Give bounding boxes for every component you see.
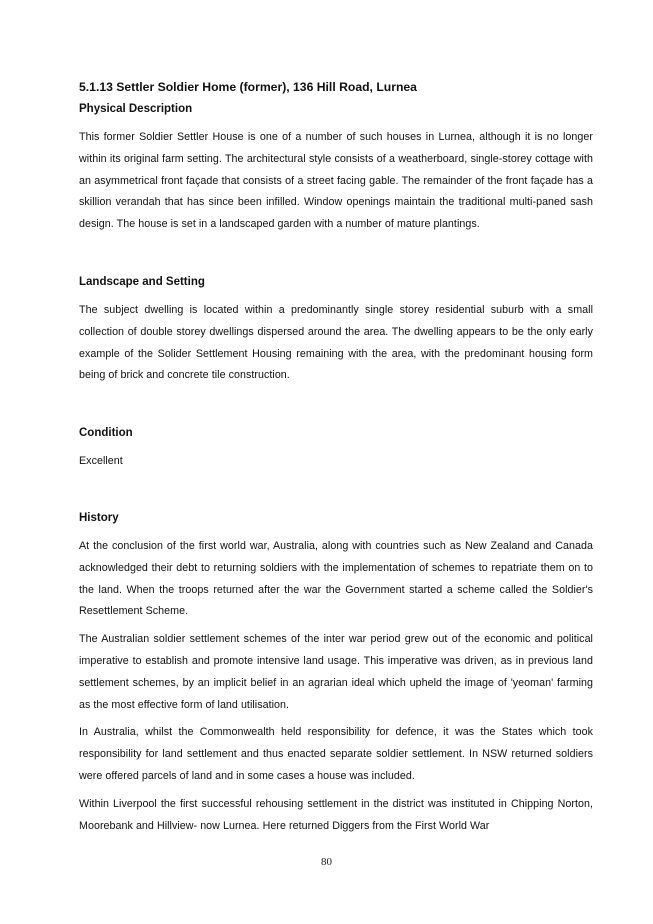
physical-description-title: Physical Description	[79, 103, 193, 115]
history-title: History	[79, 511, 119, 524]
landscape-paragraph: The subject dwelling is located within a predominantly single storey residential suburb with a small collection of double storey dwellings dispersed around the area. The dwelling appears to be the only early example of the Solider Settlement Housing remaining with the area, with the predominant housing form being of brick and concrete tile construction.	[79, 303, 593, 382]
history-paragraph: At the conclusion of the first world war, Australia, along with countries such as New Zealand and Canada acknowledged their debt to returning soldiers with the implementation of schemes to repatriate them on to the land. When the troops returned after the war the Government started a scheme called the Soldier's Resettlement Scheme.	[79, 539, 593, 618]
page-content	[79, 78, 593, 837]
history-paragraph: Within Liverpool the first successful rehousing settlement in the district was instituted in Chipping Norton, Moorebank and Hillview- now Lurnea. Here returned Diggers from the First World War	[79, 797, 593, 832]
history-paragraph: In Australia, whilst the Commonwealth held responsibility for defence, it was the States which took responsibility for land settlement and thus enacted separate soldier settlement. In NSW returned soldiers were offered parcels of land and in some cases a house was included.	[79, 726, 593, 782]
history-paragraph: The Australian soldier settlement schemes of the inter war period grew out of the economic and political imperative to establish and promote intensive land usage. This imperative was driven, as in previous land settlement schemes, by an implicit belief in an agrarian ideal which upheld the image of 'yeoman' farming as the most effective form of land utilisation.	[79, 633, 593, 711]
physical-description-paragraph: This former Soldier Settler House is one of a number of such houses in Lurnea, although it is no longer within its original farm setting. The architectural style consists of a weatherboard, single-storey cottage with an asymmetrical front façade that consists of a street facing gable. The remainder of the front façade has a skillion verandah that has since been infilled. Window openings maintain the traditional multi-paned sash design. The house is set in a landscaped garden with a number of mature plantings.	[79, 131, 593, 231]
landscape-title: Landscape and Setting	[79, 275, 205, 288]
page-number: 80	[321, 856, 332, 868]
section-heading: 5.1.13 Settler Soldier Home (former), 136 Hill Road, Lurnea	[79, 80, 417, 94]
condition-title: Condition	[79, 427, 133, 440]
condition-value: Excellent	[79, 455, 123, 468]
